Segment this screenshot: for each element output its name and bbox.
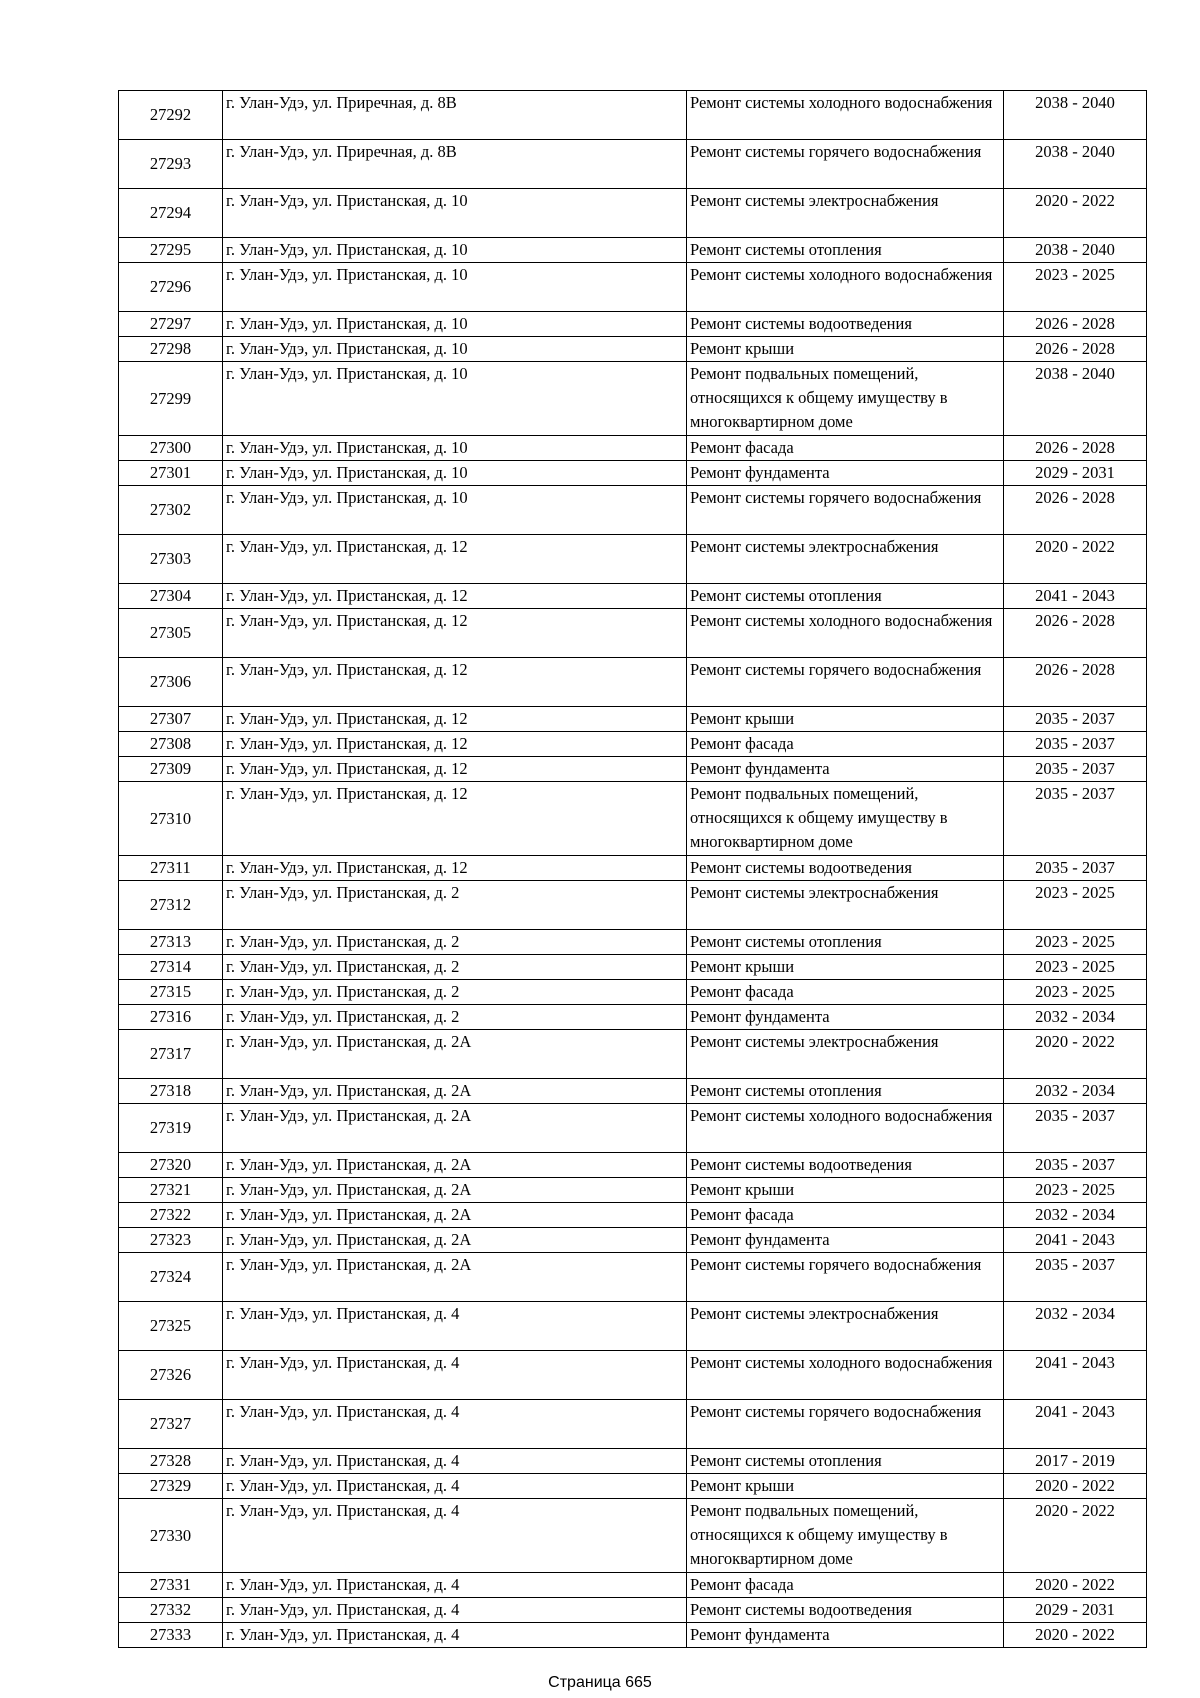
repair-schedule-table bbox=[118, 90, 1147, 1648]
address-cell: г. Улан-Удэ, ул. Пристанская, д. 10 bbox=[223, 436, 687, 461]
work-type-cell: Ремонт фасада bbox=[687, 732, 1004, 757]
work-type-cell: Ремонт крыши bbox=[687, 707, 1004, 732]
row-number-cell: 27325 bbox=[119, 1302, 223, 1351]
address-cell: г. Улан-Удэ, ул. Пристанская, д. 12 bbox=[223, 856, 687, 881]
row-number-cell: 27327 bbox=[119, 1400, 223, 1449]
table-row bbox=[119, 486, 1147, 535]
table-row bbox=[119, 91, 1147, 140]
work-type-cell: Ремонт системы холодного водоснабжения bbox=[687, 1351, 1004, 1400]
table-row bbox=[119, 1203, 1147, 1228]
work-type-cell: Ремонт фундамента bbox=[687, 757, 1004, 782]
table-row bbox=[119, 609, 1147, 658]
address-cell: г. Улан-Удэ, ул. Пристанская, д. 4 bbox=[223, 1449, 687, 1474]
row-number-cell: 27299 bbox=[119, 362, 223, 436]
work-type-cell: Ремонт системы водоотведения bbox=[687, 1598, 1004, 1623]
row-number-cell: 27318 bbox=[119, 1079, 223, 1104]
address-cell: г. Улан-Удэ, ул. Пристанская, д. 4 bbox=[223, 1499, 687, 1573]
table-row bbox=[119, 955, 1147, 980]
table-row bbox=[119, 1005, 1147, 1030]
address-cell: г. Улан-Удэ, ул. Пристанская, д. 10 bbox=[223, 312, 687, 337]
table-row bbox=[119, 707, 1147, 732]
period-cell: 2035 - 2037 bbox=[1004, 782, 1147, 856]
address-cell: г. Улан-Удэ, ул. Пристанская, д. 4 bbox=[223, 1598, 687, 1623]
row-number-cell: 27326 bbox=[119, 1351, 223, 1400]
period-cell: 2032 - 2034 bbox=[1004, 1079, 1147, 1104]
work-type-cell: Ремонт крыши bbox=[687, 955, 1004, 980]
table-row bbox=[119, 1228, 1147, 1253]
period-cell: 2035 - 2037 bbox=[1004, 707, 1147, 732]
work-type-cell: Ремонт системы горячего водоснабжения bbox=[687, 658, 1004, 707]
table-row bbox=[119, 584, 1147, 609]
work-type-cell: Ремонт системы отопления bbox=[687, 1079, 1004, 1104]
table-row bbox=[119, 930, 1147, 955]
period-cell: 2023 - 2025 bbox=[1004, 980, 1147, 1005]
table-row bbox=[119, 1474, 1147, 1499]
work-type-cell: Ремонт фундамента bbox=[687, 1228, 1004, 1253]
period-cell: 2026 - 2028 bbox=[1004, 312, 1147, 337]
address-cell: г. Улан-Удэ, ул. Пристанская, д. 2А bbox=[223, 1153, 687, 1178]
work-type-cell: Ремонт системы водоотведения bbox=[687, 312, 1004, 337]
table-row bbox=[119, 1573, 1147, 1598]
row-number-cell: 27312 bbox=[119, 881, 223, 930]
row-number-cell: 27311 bbox=[119, 856, 223, 881]
period-cell: 2035 - 2037 bbox=[1004, 757, 1147, 782]
period-cell: 2020 - 2022 bbox=[1004, 1623, 1147, 1648]
period-cell: 2041 - 2043 bbox=[1004, 1400, 1147, 1449]
work-type-cell: Ремонт системы отопления bbox=[687, 238, 1004, 263]
row-number-cell: 27313 bbox=[119, 930, 223, 955]
work-type-cell: Ремонт системы горячего водоснабжения bbox=[687, 140, 1004, 189]
period-cell: 2026 - 2028 bbox=[1004, 337, 1147, 362]
period-cell: 2026 - 2028 bbox=[1004, 436, 1147, 461]
address-cell: г. Улан-Удэ, ул. Пристанская, д. 12 bbox=[223, 757, 687, 782]
period-cell: 2026 - 2028 bbox=[1004, 609, 1147, 658]
row-number-cell: 27333 bbox=[119, 1623, 223, 1648]
period-cell: 2020 - 2022 bbox=[1004, 1573, 1147, 1598]
address-cell: г. Улан-Удэ, ул. Пристанская, д. 10 bbox=[223, 486, 687, 535]
work-type-cell: Ремонт крыши bbox=[687, 1474, 1004, 1499]
table-row bbox=[119, 1598, 1147, 1623]
row-number-cell: 27317 bbox=[119, 1030, 223, 1079]
period-cell: 2041 - 2043 bbox=[1004, 1351, 1147, 1400]
table-row bbox=[119, 1400, 1147, 1449]
period-cell: 2020 - 2022 bbox=[1004, 1499, 1147, 1573]
period-cell: 2020 - 2022 bbox=[1004, 1030, 1147, 1079]
table-row bbox=[119, 535, 1147, 584]
period-cell: 2035 - 2037 bbox=[1004, 1253, 1147, 1302]
period-cell: 2029 - 2031 bbox=[1004, 461, 1147, 486]
table-row bbox=[119, 1178, 1147, 1203]
address-cell: г. Улан-Удэ, ул. Пристанская, д. 2А bbox=[223, 1178, 687, 1203]
period-cell: 2029 - 2031 bbox=[1004, 1598, 1147, 1623]
table-row bbox=[119, 263, 1147, 312]
work-type-cell: Ремонт системы отопления bbox=[687, 930, 1004, 955]
address-cell: г. Улан-Удэ, ул. Пристанская, д. 10 bbox=[223, 189, 687, 238]
address-cell: г. Улан-Удэ, ул. Пристанская, д. 10 bbox=[223, 461, 687, 486]
row-number-cell: 27293 bbox=[119, 140, 223, 189]
period-cell: 2032 - 2034 bbox=[1004, 1302, 1147, 1351]
table-row bbox=[119, 732, 1147, 757]
address-cell: г. Улан-Удэ, ул. Пристанская, д. 12 bbox=[223, 782, 687, 856]
period-cell: 2026 - 2028 bbox=[1004, 658, 1147, 707]
row-number-cell: 27303 bbox=[119, 535, 223, 584]
table-row bbox=[119, 362, 1147, 436]
work-type-cell: Ремонт системы холодного водоснабжения bbox=[687, 609, 1004, 658]
work-type-cell: Ремонт системы водоотведения bbox=[687, 1153, 1004, 1178]
work-type-cell: Ремонт крыши bbox=[687, 337, 1004, 362]
work-type-cell: Ремонт системы электроснабжения bbox=[687, 189, 1004, 238]
row-number-cell: 27294 bbox=[119, 189, 223, 238]
row-number-cell: 27321 bbox=[119, 1178, 223, 1203]
work-type-cell: Ремонт подвальных помещений, относящихся к общему имуществу в многоквартирном доме bbox=[687, 362, 1004, 436]
address-cell: г. Улан-Удэ, ул. Пристанская, д. 12 bbox=[223, 584, 687, 609]
address-cell: г. Улан-Удэ, ул. Пристанская, д. 10 bbox=[223, 337, 687, 362]
row-number-cell: 27301 bbox=[119, 461, 223, 486]
period-cell: 2026 - 2028 bbox=[1004, 486, 1147, 535]
work-type-cell: Ремонт фундамента bbox=[687, 1623, 1004, 1648]
work-type-cell: Ремонт системы горячего водоснабжения bbox=[687, 1400, 1004, 1449]
address-cell: г. Улан-Удэ, ул. Пристанская, д. 2А bbox=[223, 1203, 687, 1228]
table-row bbox=[119, 1623, 1147, 1648]
table-row bbox=[119, 1153, 1147, 1178]
address-cell: г. Улан-Удэ, ул. Пристанская, д. 2А bbox=[223, 1079, 687, 1104]
row-number-cell: 27316 bbox=[119, 1005, 223, 1030]
table-row bbox=[119, 1079, 1147, 1104]
table-row bbox=[119, 436, 1147, 461]
address-cell: г. Улан-Удэ, ул. Пристанская, д. 2 bbox=[223, 1005, 687, 1030]
work-type-cell: Ремонт системы холодного водоснабжения bbox=[687, 263, 1004, 312]
address-cell: г. Улан-Удэ, ул. Пристанская, д. 4 bbox=[223, 1351, 687, 1400]
work-type-cell: Ремонт подвальных помещений, относящихся к общему имуществу в многоквартирном доме bbox=[687, 1499, 1004, 1573]
row-number-cell: 27324 bbox=[119, 1253, 223, 1302]
work-type-cell: Ремонт системы электроснабжения bbox=[687, 535, 1004, 584]
address-cell: г. Улан-Удэ, ул. Пристанская, д. 10 bbox=[223, 362, 687, 436]
period-cell: 2020 - 2022 bbox=[1004, 535, 1147, 584]
work-type-cell: Ремонт системы холодного водоснабжения bbox=[687, 1104, 1004, 1153]
address-cell: г. Улан-Удэ, ул. Пристанская, д. 4 bbox=[223, 1474, 687, 1499]
period-cell: 2035 - 2037 bbox=[1004, 856, 1147, 881]
address-cell: г. Улан-Удэ, ул. Пристанская, д. 2А bbox=[223, 1228, 687, 1253]
period-cell: 2038 - 2040 bbox=[1004, 140, 1147, 189]
row-number-cell: 27332 bbox=[119, 1598, 223, 1623]
address-cell: г. Улан-Удэ, ул. Пристанская, д. 2 bbox=[223, 930, 687, 955]
period-cell: 2023 - 2025 bbox=[1004, 955, 1147, 980]
work-type-cell: Ремонт фасада bbox=[687, 1203, 1004, 1228]
period-cell: 2023 - 2025 bbox=[1004, 1178, 1147, 1203]
row-number-cell: 27329 bbox=[119, 1474, 223, 1499]
work-type-cell: Ремонт системы отопления bbox=[687, 584, 1004, 609]
period-cell: 2035 - 2037 bbox=[1004, 732, 1147, 757]
work-type-cell: Ремонт фундамента bbox=[687, 1005, 1004, 1030]
row-number-cell: 27298 bbox=[119, 337, 223, 362]
table-row bbox=[119, 189, 1147, 238]
row-number-cell: 27297 bbox=[119, 312, 223, 337]
address-cell: г. Улан-Удэ, ул. Приречная, д. 8В bbox=[223, 140, 687, 189]
row-number-cell: 27322 bbox=[119, 1203, 223, 1228]
work-type-cell: Ремонт системы электроснабжения bbox=[687, 1030, 1004, 1079]
period-cell: 2038 - 2040 bbox=[1004, 238, 1147, 263]
address-cell: г. Улан-Удэ, ул. Пристанская, д. 4 bbox=[223, 1302, 687, 1351]
row-number-cell: 27292 bbox=[119, 91, 223, 140]
table-row bbox=[119, 881, 1147, 930]
row-number-cell: 27314 bbox=[119, 955, 223, 980]
page-number-footer: Страница 665 bbox=[548, 1674, 652, 1691]
address-cell: г. Улан-Удэ, ул. Пристанская, д. 2А bbox=[223, 1104, 687, 1153]
address-cell: г. Улан-Удэ, ул. Пристанская, д. 2А bbox=[223, 1253, 687, 1302]
work-type-cell: Ремонт подвальных помещений, относящихся к общему имуществу в многоквартирном доме bbox=[687, 782, 1004, 856]
work-type-cell: Ремонт системы электроснабжения bbox=[687, 881, 1004, 930]
period-cell: 2038 - 2040 bbox=[1004, 91, 1147, 140]
row-number-cell: 27307 bbox=[119, 707, 223, 732]
table-row bbox=[119, 1499, 1147, 1573]
period-cell: 2038 - 2040 bbox=[1004, 362, 1147, 436]
address-cell: г. Улан-Удэ, ул. Пристанская, д. 12 bbox=[223, 535, 687, 584]
address-cell: г. Улан-Удэ, ул. Приречная, д. 8В bbox=[223, 91, 687, 140]
table-row bbox=[119, 782, 1147, 856]
period-cell: 2023 - 2025 bbox=[1004, 930, 1147, 955]
row-number-cell: 27310 bbox=[119, 782, 223, 856]
period-cell: 2023 - 2025 bbox=[1004, 263, 1147, 312]
table-row bbox=[119, 1449, 1147, 1474]
row-number-cell: 27315 bbox=[119, 980, 223, 1005]
row-number-cell: 27328 bbox=[119, 1449, 223, 1474]
table-row bbox=[119, 658, 1147, 707]
table-row bbox=[119, 312, 1147, 337]
work-type-cell: Ремонт крыши bbox=[687, 1178, 1004, 1203]
work-type-cell: Ремонт системы водоотведения bbox=[687, 856, 1004, 881]
period-cell: 2041 - 2043 bbox=[1004, 1228, 1147, 1253]
address-cell: г. Улан-Удэ, ул. Пристанская, д. 2 bbox=[223, 980, 687, 1005]
work-type-cell: Ремонт фасада bbox=[687, 980, 1004, 1005]
table-row bbox=[119, 1302, 1147, 1351]
period-cell: 2017 - 2019 bbox=[1004, 1449, 1147, 1474]
row-number-cell: 27309 bbox=[119, 757, 223, 782]
period-cell: 2020 - 2022 bbox=[1004, 1474, 1147, 1499]
row-number-cell: 27331 bbox=[119, 1573, 223, 1598]
work-type-cell: Ремонт системы горячего водоснабжения bbox=[687, 486, 1004, 535]
period-cell: 2041 - 2043 bbox=[1004, 584, 1147, 609]
row-number-cell: 27308 bbox=[119, 732, 223, 757]
row-number-cell: 27295 bbox=[119, 238, 223, 263]
period-cell: 2035 - 2037 bbox=[1004, 1104, 1147, 1153]
work-type-cell: Ремонт фасада bbox=[687, 436, 1004, 461]
table-body bbox=[119, 91, 1147, 1648]
table-row bbox=[119, 1351, 1147, 1400]
address-cell: г. Улан-Удэ, ул. Пристанская, д. 12 bbox=[223, 707, 687, 732]
address-cell: г. Улан-Удэ, ул. Пристанская, д. 4 bbox=[223, 1400, 687, 1449]
work-type-cell: Ремонт фундамента bbox=[687, 461, 1004, 486]
table-row bbox=[119, 980, 1147, 1005]
work-type-cell: Ремонт фасада bbox=[687, 1573, 1004, 1598]
row-number-cell: 27304 bbox=[119, 584, 223, 609]
work-type-cell: Ремонт системы отопления bbox=[687, 1449, 1004, 1474]
row-number-cell: 27320 bbox=[119, 1153, 223, 1178]
period-cell: 2032 - 2034 bbox=[1004, 1203, 1147, 1228]
work-type-cell: Ремонт системы холодного водоснабжения bbox=[687, 91, 1004, 140]
row-number-cell: 27296 bbox=[119, 263, 223, 312]
work-type-cell: Ремонт системы электроснабжения bbox=[687, 1302, 1004, 1351]
work-type-cell: Ремонт системы горячего водоснабжения bbox=[687, 1253, 1004, 1302]
address-cell: г. Улан-Удэ, ул. Пристанская, д. 2А bbox=[223, 1030, 687, 1079]
period-cell: 2035 - 2037 bbox=[1004, 1153, 1147, 1178]
row-number-cell: 27306 bbox=[119, 658, 223, 707]
table-row bbox=[119, 856, 1147, 881]
period-cell: 2032 - 2034 bbox=[1004, 1005, 1147, 1030]
period-cell: 2020 - 2022 bbox=[1004, 189, 1147, 238]
address-cell: г. Улан-Удэ, ул. Пристанская, д. 2 bbox=[223, 955, 687, 980]
table-row bbox=[119, 1030, 1147, 1079]
address-cell: г. Улан-Удэ, ул. Пристанская, д. 2 bbox=[223, 881, 687, 930]
table-row bbox=[119, 757, 1147, 782]
period-cell: 2023 - 2025 bbox=[1004, 881, 1147, 930]
table-row bbox=[119, 1104, 1147, 1153]
table-row bbox=[119, 140, 1147, 189]
address-cell: г. Улан-Удэ, ул. Пристанская, д. 12 bbox=[223, 609, 687, 658]
address-cell: г. Улан-Удэ, ул. Пристанская, д. 4 bbox=[223, 1623, 687, 1648]
table-row bbox=[119, 461, 1147, 486]
address-cell: г. Улан-Удэ, ул. Пристанская, д. 4 bbox=[223, 1573, 687, 1598]
row-number-cell: 27300 bbox=[119, 436, 223, 461]
table-row bbox=[119, 238, 1147, 263]
address-cell: г. Улан-Удэ, ул. Пристанская, д. 10 bbox=[223, 263, 687, 312]
row-number-cell: 27319 bbox=[119, 1104, 223, 1153]
row-number-cell: 27305 bbox=[119, 609, 223, 658]
address-cell: г. Улан-Удэ, ул. Пристанская, д. 12 bbox=[223, 658, 687, 707]
row-number-cell: 27302 bbox=[119, 486, 223, 535]
table-row bbox=[119, 1253, 1147, 1302]
address-cell: г. Улан-Удэ, ул. Пристанская, д. 12 bbox=[223, 732, 687, 757]
table-row bbox=[119, 337, 1147, 362]
row-number-cell: 27330 bbox=[119, 1499, 223, 1573]
address-cell: г. Улан-Удэ, ул. Пристанская, д. 10 bbox=[223, 238, 687, 263]
row-number-cell: 27323 bbox=[119, 1228, 223, 1253]
